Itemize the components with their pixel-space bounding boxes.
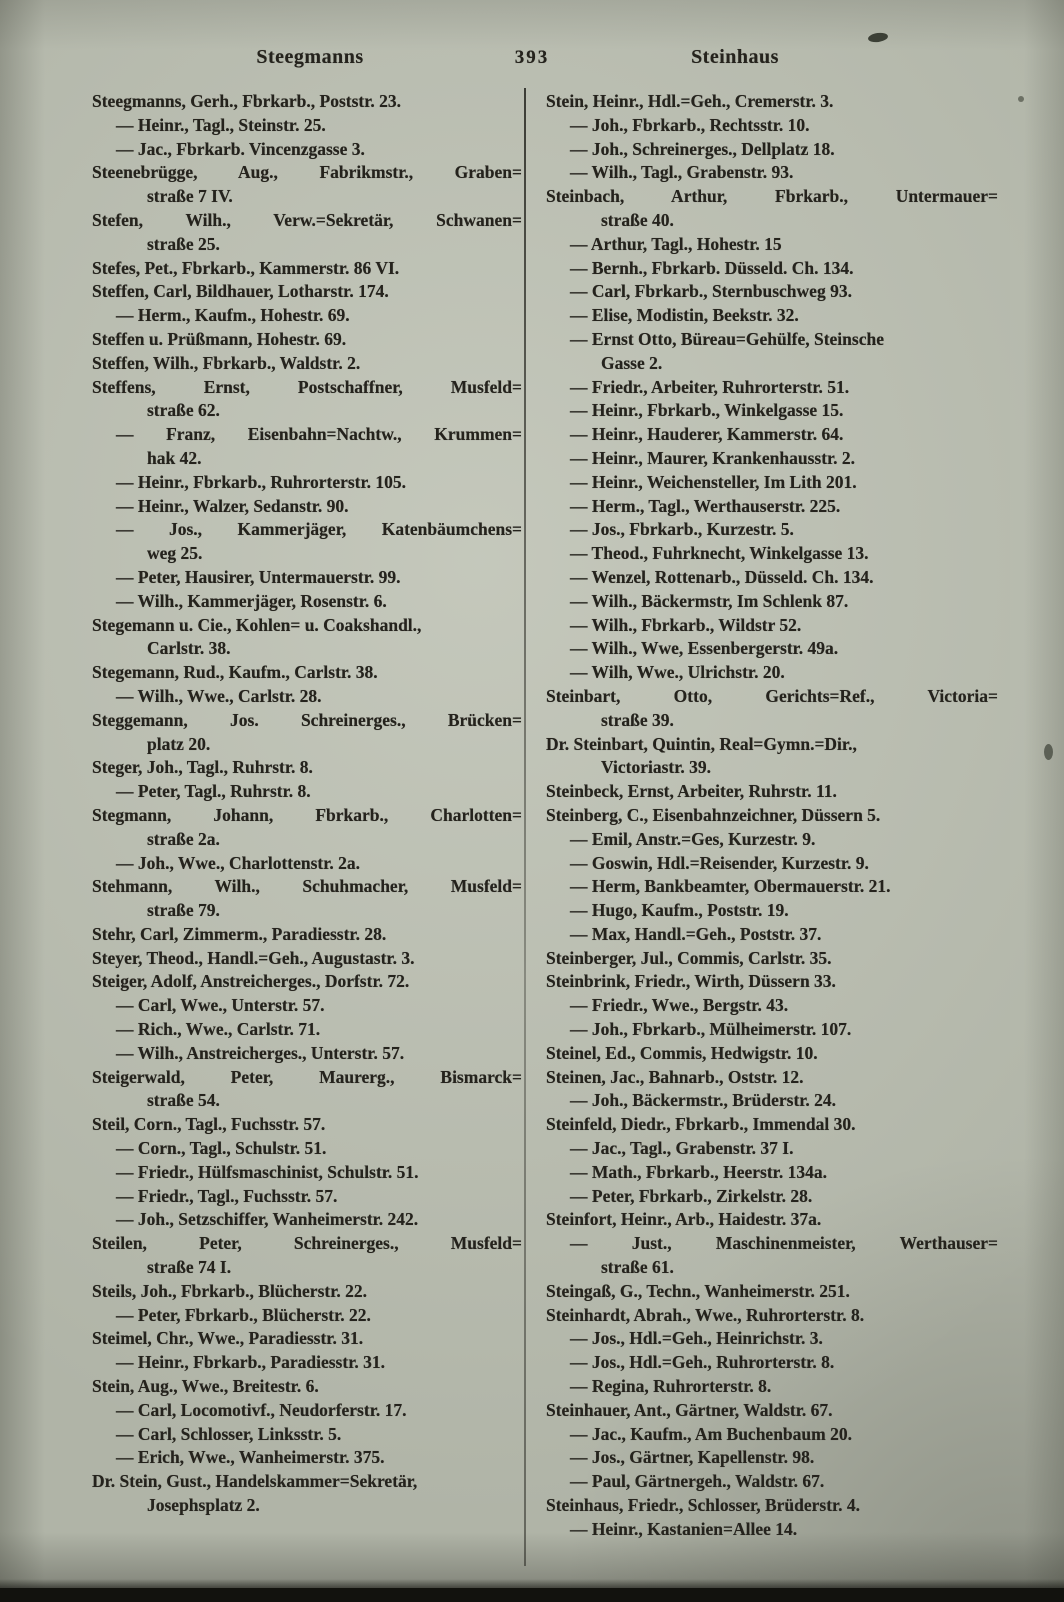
directory-entry: [546, 1470, 998, 1494]
directory-entry: [546, 304, 998, 328]
entry-line: weg 25.: [147, 543, 203, 564]
entry-line: — Heinr., Fbrkarb., Paradiesstr. 31.: [116, 1352, 385, 1373]
entry-line: Steinberger, Jul., Commis, Carlstr. 35.: [546, 947, 832, 968]
directory-entry: [546, 637, 998, 661]
directory-entry: [92, 257, 522, 281]
entry-line: Steimel, Chr., Wwe., Paradiesstr. 31.: [92, 1328, 364, 1349]
directory-entry: [92, 1399, 522, 1423]
entry-line: — Herm, Bankbeamter, Obermauerstr. 21.: [570, 876, 891, 897]
directory-entry: [92, 1161, 522, 1185]
entry-line: — Wilh., Bäckermstr, Im Schlenk 87.: [570, 590, 849, 611]
directory-entry: [92, 661, 522, 685]
entry-line: Steffen u. Prüßmann, Hohestr. 69.: [92, 328, 347, 349]
directory-entry: [546, 1518, 998, 1542]
directory-entry: [546, 947, 998, 971]
entry-line: — Jac., Fbrkarb. Vincenzgasse 3.: [116, 138, 365, 159]
entry-line: — Wilh., Anstreicherges., Unterstr. 57.: [116, 1042, 405, 1063]
guide-word-left: Steegmanns: [256, 46, 364, 68]
directory-entry: [546, 1208, 998, 1232]
directory-entry: [92, 1042, 522, 1066]
left-column: [92, 90, 522, 1518]
entry-line: — Carl, Fbrkarb., Sternbuschweg 93.: [570, 281, 852, 302]
entry-line: Steger, Joh., Tagl., Ruhrstr. 8.: [92, 757, 313, 778]
entry-line: — Joh., Fbrkarb., Rechtsstr. 10.: [570, 114, 810, 135]
directory-entry: [92, 138, 522, 162]
entry-line: — Peter, Hausirer, Untermauerstr. 99.: [116, 566, 401, 587]
entry-line: Stein, Aug., Wwe., Breitestr. 6.: [92, 1376, 319, 1397]
entry-line: Steinen, Jac., Bahnarb., Oststr. 12.: [546, 1066, 804, 1087]
directory-entry: [546, 138, 998, 162]
entry-line: Steffen, Carl, Bildhauer, Lotharstr. 174.: [92, 281, 389, 302]
directory-entry: [92, 685, 522, 709]
directory-entry: [546, 1446, 998, 1470]
directory-entry: [546, 1089, 998, 1113]
directory-entry: [546, 1042, 998, 1066]
directory-entry: [546, 518, 998, 542]
directory-entry: [92, 923, 522, 947]
directory-entry: [546, 1494, 998, 1518]
entry-line: Steinhauer, Ant., Gärtner, Waldstr. 67.: [546, 1399, 833, 1420]
entry-line: straße 39.: [601, 709, 674, 730]
directory-entry: [546, 1018, 998, 1042]
entry-line: Stefen, Wilh., Verw.=Sekretär, Schwanen=: [92, 209, 522, 230]
entry-line: — Friedr., Arbeiter, Ruhrorterstr. 51.: [570, 376, 850, 397]
directory-entry: [546, 495, 998, 519]
directory-entry: [546, 780, 998, 804]
entry-line: — Carl, Locomotivf., Neudorferstr. 17.: [116, 1399, 407, 1420]
directory-entry: [92, 328, 522, 352]
entry-line: straße 2a.: [147, 828, 220, 849]
directory-entry: [92, 875, 522, 923]
directory-entry: [92, 566, 522, 590]
directory-entry: [546, 1304, 998, 1328]
directory-entry: [92, 90, 522, 114]
directory-entry: [92, 352, 522, 376]
entry-line: — Regina, Ruhrorterstr. 8.: [570, 1376, 772, 1397]
running-header: [0, 46, 1064, 76]
entry-line: — Friedr., Wwe., Bergstr. 43.: [570, 995, 789, 1016]
entry-line: — Heinr., Walzer, Sedanstr. 90.: [116, 495, 349, 516]
directory-entry: [546, 733, 998, 781]
entry-line: — Carl, Wwe., Unterstr. 57.: [116, 995, 325, 1016]
directory-entry: [92, 423, 522, 471]
ink-speck: [1018, 96, 1024, 102]
directory-entry: [92, 614, 522, 662]
entry-line: — Jos., Hdl.=Geh., Ruhrorterstr. 8.: [570, 1352, 835, 1373]
directory-entry: [92, 590, 522, 614]
entry-line: Steinfeld, Diedr., Fbrkarb., Immendal 30.: [546, 1114, 856, 1135]
directory-entry: [92, 1018, 522, 1042]
directory-entry: [92, 280, 522, 304]
directory-entry: [92, 970, 522, 994]
entry-line: — Joh., Fbrkarb., Mülheimerstr. 107.: [570, 1019, 852, 1040]
entry-line: — Herm., Kaufm., Hohestr. 69.: [116, 305, 350, 326]
entry-line: hak 42.: [147, 447, 202, 468]
entry-line: platz 20.: [147, 733, 211, 754]
entry-line: — Arthur, Tagl., Hohestr. 15: [570, 233, 782, 254]
directory-entry: [546, 257, 998, 281]
entry-line: Josephsplatz 2.: [147, 1495, 260, 1516]
entry-line: — Just., Maschinenmeister, Werthauser=: [570, 1233, 998, 1254]
directory-entry: [546, 899, 998, 923]
entry-line: — Heinr., Tagl., Steinstr. 25.: [116, 114, 326, 135]
entry-line: — Joh., Wwe., Charlottenstr. 2a.: [116, 852, 361, 873]
entry-line: Stegmann, Johann, Fbrkarb., Charlotten=: [92, 804, 522, 825]
directory-entry: [546, 447, 998, 471]
entry-line: — Joh., Setzschiffer, Wanheimerstr. 242.: [116, 1209, 419, 1230]
entry-line: — Joh., Schreinerges., Dellplatz 18.: [570, 138, 835, 159]
directory-entry: [92, 1304, 522, 1328]
entry-line: — Erich, Wwe., Wanheimerstr. 375.: [116, 1447, 385, 1468]
directory-entry: [546, 376, 998, 400]
directory-entry: [92, 1375, 522, 1399]
directory-entry: [546, 1327, 998, 1351]
guide-word-right: Steinhaus: [691, 46, 779, 68]
directory-entry: [546, 1113, 998, 1137]
entry-line: Steinbach, Arthur, Fbrkarb., Untermauer=: [546, 186, 998, 207]
directory-entry: [92, 1066, 522, 1114]
directory-entry: [92, 1113, 522, 1137]
directory-entry: [92, 1351, 522, 1375]
directory-entry: [546, 804, 998, 828]
entry-line: Steinhardt, Abrah., Wwe., Ruhrorterstr. 8.: [546, 1304, 865, 1325]
entry-line: Steinbart, Otto, Gerichts=Ref., Victoria=: [546, 685, 998, 706]
entry-line: Steinbeck, Ernst, Arbeiter, Ruhrstr. 11.: [546, 781, 837, 802]
entry-line: Victoriastr. 39.: [601, 757, 711, 778]
directory-entry: [546, 614, 998, 638]
entry-line: Steinfort, Heinr., Arb., Haidestr. 37a.: [546, 1209, 822, 1230]
directory-entry: [92, 1446, 522, 1470]
directory-entry: [546, 90, 998, 114]
directory-entry: [92, 1327, 522, 1351]
entry-line: Steinhaus, Friedr., Schlosser, Brüderstr. 4.: [546, 1495, 861, 1516]
directory-entry: [92, 471, 522, 495]
entry-line: straße 79.: [147, 900, 220, 921]
directory-entry: [546, 161, 998, 185]
directory-entry: [92, 304, 522, 328]
entry-line: Steils, Joh., Fbrkarb., Blücherstr. 22.: [92, 1280, 367, 1301]
entry-line: straße 61.: [601, 1257, 674, 1278]
directory-entry: [546, 1232, 998, 1280]
entry-line: — Carl, Schlosser, Linksstr. 5.: [116, 1423, 342, 1444]
entry-line: Steffens, Ernst, Postschaffner, Musfeld=: [92, 376, 522, 397]
directory-entry: [546, 1423, 998, 1447]
directory-entry: [546, 542, 998, 566]
entry-line: Steil, Corn., Tagl., Fuchsstr. 57.: [92, 1114, 326, 1135]
entry-line: straße 54.: [147, 1090, 220, 1111]
entry-line: Steyer, Theod., Handl.=Geh., Augustastr. 3.: [92, 947, 415, 968]
directory-entry: [546, 1137, 998, 1161]
entry-line: Stegemann, Rud., Kaufm., Carlstr. 38.: [92, 662, 378, 683]
entry-line: — Jos., Hdl.=Geh., Heinrichstr. 3.: [570, 1328, 823, 1349]
entry-line: — Theod., Fuhrknecht, Winkelgasse 13.: [570, 543, 869, 564]
ink-speck: [867, 32, 888, 44]
entry-line: — Heinr., Kastanien=Allee 14.: [570, 1518, 798, 1539]
directory-entry: [92, 709, 522, 757]
directory-entry: [546, 923, 998, 947]
entry-line: straße 7 IV.: [147, 186, 233, 207]
entry-line: — Emil, Anstr.=Ges, Kurzestr. 9.: [570, 828, 816, 849]
entry-line: Steffen, Wilh., Fbrkarb., Waldstr. 2.: [92, 352, 361, 373]
directory-entry: [92, 1137, 522, 1161]
entry-line: — Ernst Otto, Büreau=Gehülfe, Steinsche: [570, 328, 884, 349]
directory-entry: [92, 1208, 522, 1232]
directory-entry: [92, 1470, 522, 1518]
directory-entry: [546, 399, 998, 423]
entry-line: — Paul, Gärtnergeh., Waldstr. 67.: [570, 1471, 825, 1492]
directory-entry: [546, 1351, 998, 1375]
entry-line: — Wilh., Wwe., Carlstr. 28.: [116, 685, 322, 706]
entry-line: — Friedr., Hülfsmaschinist, Schulstr. 51.: [116, 1161, 419, 1182]
directory-entry: [546, 1185, 998, 1209]
directory-entry: [92, 852, 522, 876]
entry-line: — Peter, Fbrkarb., Blücherstr. 22.: [116, 1304, 371, 1325]
directory-entry: [92, 756, 522, 780]
entry-line: — Wilh, Wwe., Ulrichstr. 20.: [570, 662, 785, 683]
directory-entry: [546, 875, 998, 899]
entry-line: Dr. Stein, Gust., Handelskammer=Sekretär,: [92, 1471, 418, 1492]
scan-bottom-edge: [0, 1588, 1064, 1602]
entry-line: Stefes, Pet., Fbrkarb., Kammerstr. 86 VI.: [92, 257, 400, 278]
directory-entry: [92, 161, 522, 209]
directory-entry: [546, 328, 998, 376]
entry-line: — Rich., Wwe., Carlstr. 71.: [116, 1019, 321, 1040]
entry-line: straße 40.: [601, 209, 674, 230]
entry-line: — Jos., Gärtner, Kapellenstr. 98.: [570, 1447, 815, 1468]
entry-line: — Jos., Kammerjäger, Katenbäumchens=: [116, 519, 522, 540]
entry-line: — Heinr., Weichensteller, Im Lith 201.: [570, 471, 857, 492]
directory-entry: [546, 1280, 998, 1304]
directory-entry: [546, 970, 998, 994]
entry-line: — Heinr., Hauderer, Kammerstr. 64.: [570, 424, 844, 445]
right-column: [546, 90, 998, 1542]
directory-entry: [546, 1375, 998, 1399]
entry-line: — Jac., Kaufm., Am Buchenbaum 20.: [570, 1423, 852, 1444]
directory-entry: [546, 566, 998, 590]
entry-line: Steggemann, Jos. Schreinerges., Brücken=: [92, 709, 522, 730]
entry-line: Steinberg, C., Eisenbahnzeichner, Düssern 5.: [546, 804, 881, 825]
directory-entry: [92, 804, 522, 852]
entry-line: — Bernh., Fbrkarb. Düsseld. Ch. 134.: [570, 257, 854, 278]
directory-entry: [546, 661, 998, 685]
directory-entry: [92, 994, 522, 1018]
entry-line: — Heinr., Fbrkarb., Ruhrorterstr. 105.: [116, 471, 407, 492]
entry-line: — Jos., Fbrkarb., Kurzestr. 5.: [570, 519, 794, 540]
directory-entry: [546, 685, 998, 733]
directory-entry: [546, 1066, 998, 1090]
directory-entry: [546, 280, 998, 304]
entry-line: — Heinr., Fbrkarb., Winkelgasse 15.: [570, 400, 844, 421]
entry-line: Dr. Steinbart, Quintin, Real=Gymn.=Dir.,: [546, 733, 857, 754]
entry-line: — Hugo, Kaufm., Poststr. 19.: [570, 900, 789, 921]
directory-entry: [92, 1280, 522, 1304]
directory-entry: [92, 114, 522, 138]
entry-line: Steiger, Adolf, Anstreicherges., Dorfstr. 72.: [92, 971, 410, 992]
entry-line: — Wenzel, Rottenarb., Düsseld. Ch. 134.: [570, 566, 874, 587]
directory-entry: [546, 233, 998, 257]
directory-entry: [92, 209, 522, 257]
entry-line: — Jac., Tagl., Grabenstr. 37 I.: [570, 1138, 794, 1159]
entry-line: — Joh., Bäckermstr., Brüderstr. 24.: [570, 1090, 837, 1111]
entry-line: Carlstr. 38.: [147, 638, 231, 659]
directory-entry: [546, 114, 998, 138]
directory-entry: [92, 1232, 522, 1280]
entry-line: — Corn., Tagl., Schulstr. 51.: [116, 1138, 327, 1159]
directory-entry: [546, 852, 998, 876]
directory-entry: [92, 780, 522, 804]
entry-line: straße 74 I.: [147, 1257, 232, 1278]
directory-entry: [546, 1161, 998, 1185]
directory-entry: [546, 423, 998, 447]
entry-line: — Peter, Tagl., Ruhrstr. 8.: [116, 781, 311, 802]
entry-line: — Wilh., Kammerjäger, Rosenstr. 6.: [116, 590, 387, 611]
entry-line: Stehr, Carl, Zimmerm., Paradiesstr. 28.: [92, 923, 387, 944]
page-number: 393: [514, 47, 550, 68]
entry-line: Steingaß, G., Techn., Wanheimerstr. 251.: [546, 1280, 850, 1301]
directory-entry: [92, 518, 522, 566]
entry-line: — Herm., Tagl., Werthauserstr. 225.: [570, 495, 841, 516]
entry-line: — Franz, Eisenbahn=Nachtw., Krummen=: [116, 424, 522, 445]
directory-entry: [92, 1423, 522, 1447]
entry-line: Steilen, Peter, Schreinerges., Musfeld=: [92, 1233, 522, 1254]
entry-line: Gasse 2.: [601, 352, 663, 373]
entry-line: Steenebrügge, Aug., Fabrikmstr., Graben=: [92, 162, 522, 183]
entry-line: — Elise, Modistin, Beekstr. 32.: [570, 305, 799, 326]
entry-line: straße 25.: [147, 233, 220, 254]
directory-entry: [546, 185, 998, 233]
entry-line: Stein, Heinr., Hdl.=Geh., Cremerstr. 3.: [546, 91, 834, 111]
entry-line: — Max, Handl.=Geh., Poststr. 37.: [570, 923, 822, 944]
entry-line: — Wilh., Wwe, Essenbergerstr. 49a.: [570, 638, 839, 659]
entry-line: Steigerwald, Peter, Maurerg., Bismarck=: [92, 1066, 522, 1087]
entry-line: — Math., Fbrkarb., Heerstr. 134a.: [570, 1161, 827, 1182]
directory-entry: [546, 471, 998, 495]
directory-entry: [546, 994, 998, 1018]
entry-line: straße 62.: [147, 400, 220, 421]
entry-line: Steegmanns, Gerh., Fbrkarb., Poststr. 23.: [92, 91, 402, 111]
entry-line: — Heinr., Maurer, Krankenhausstr. 2.: [570, 447, 856, 468]
entry-line: — Friedr., Tagl., Fuchsstr. 57.: [116, 1185, 338, 1206]
directory-entry: [92, 495, 522, 519]
directory-entry: [92, 1185, 522, 1209]
entry-line: — Goswin, Hdl.=Reisender, Kurzestr. 9.: [570, 852, 869, 873]
directory-entry: [92, 376, 522, 424]
directory-entry: [546, 590, 998, 614]
directory-entry: [92, 947, 522, 971]
entry-line: — Wilh., Fbrkarb., Wildstr 52.: [570, 614, 802, 635]
entry-line: Stehmann, Wilh., Schuhmacher, Musfeld=: [92, 876, 522, 897]
directory-entry: [546, 1399, 998, 1423]
entry-line: — Peter, Fbrkarb., Zirkelstr. 28.: [570, 1185, 813, 1206]
entry-line: Steinbrink, Friedr., Wirth, Düssern 33.: [546, 971, 836, 992]
ink-speck: [1044, 744, 1053, 760]
entry-line: Stegemann u. Cie., Kohlen= u. Coakshandl.,: [92, 614, 422, 635]
entry-line: Steinel, Ed., Commis, Hedwigstr. 10.: [546, 1042, 818, 1063]
directory-entry: [546, 828, 998, 852]
entry-line: — Wilh., Tagl., Grabenstr. 93.: [570, 162, 794, 183]
column-divider: [524, 88, 526, 1566]
